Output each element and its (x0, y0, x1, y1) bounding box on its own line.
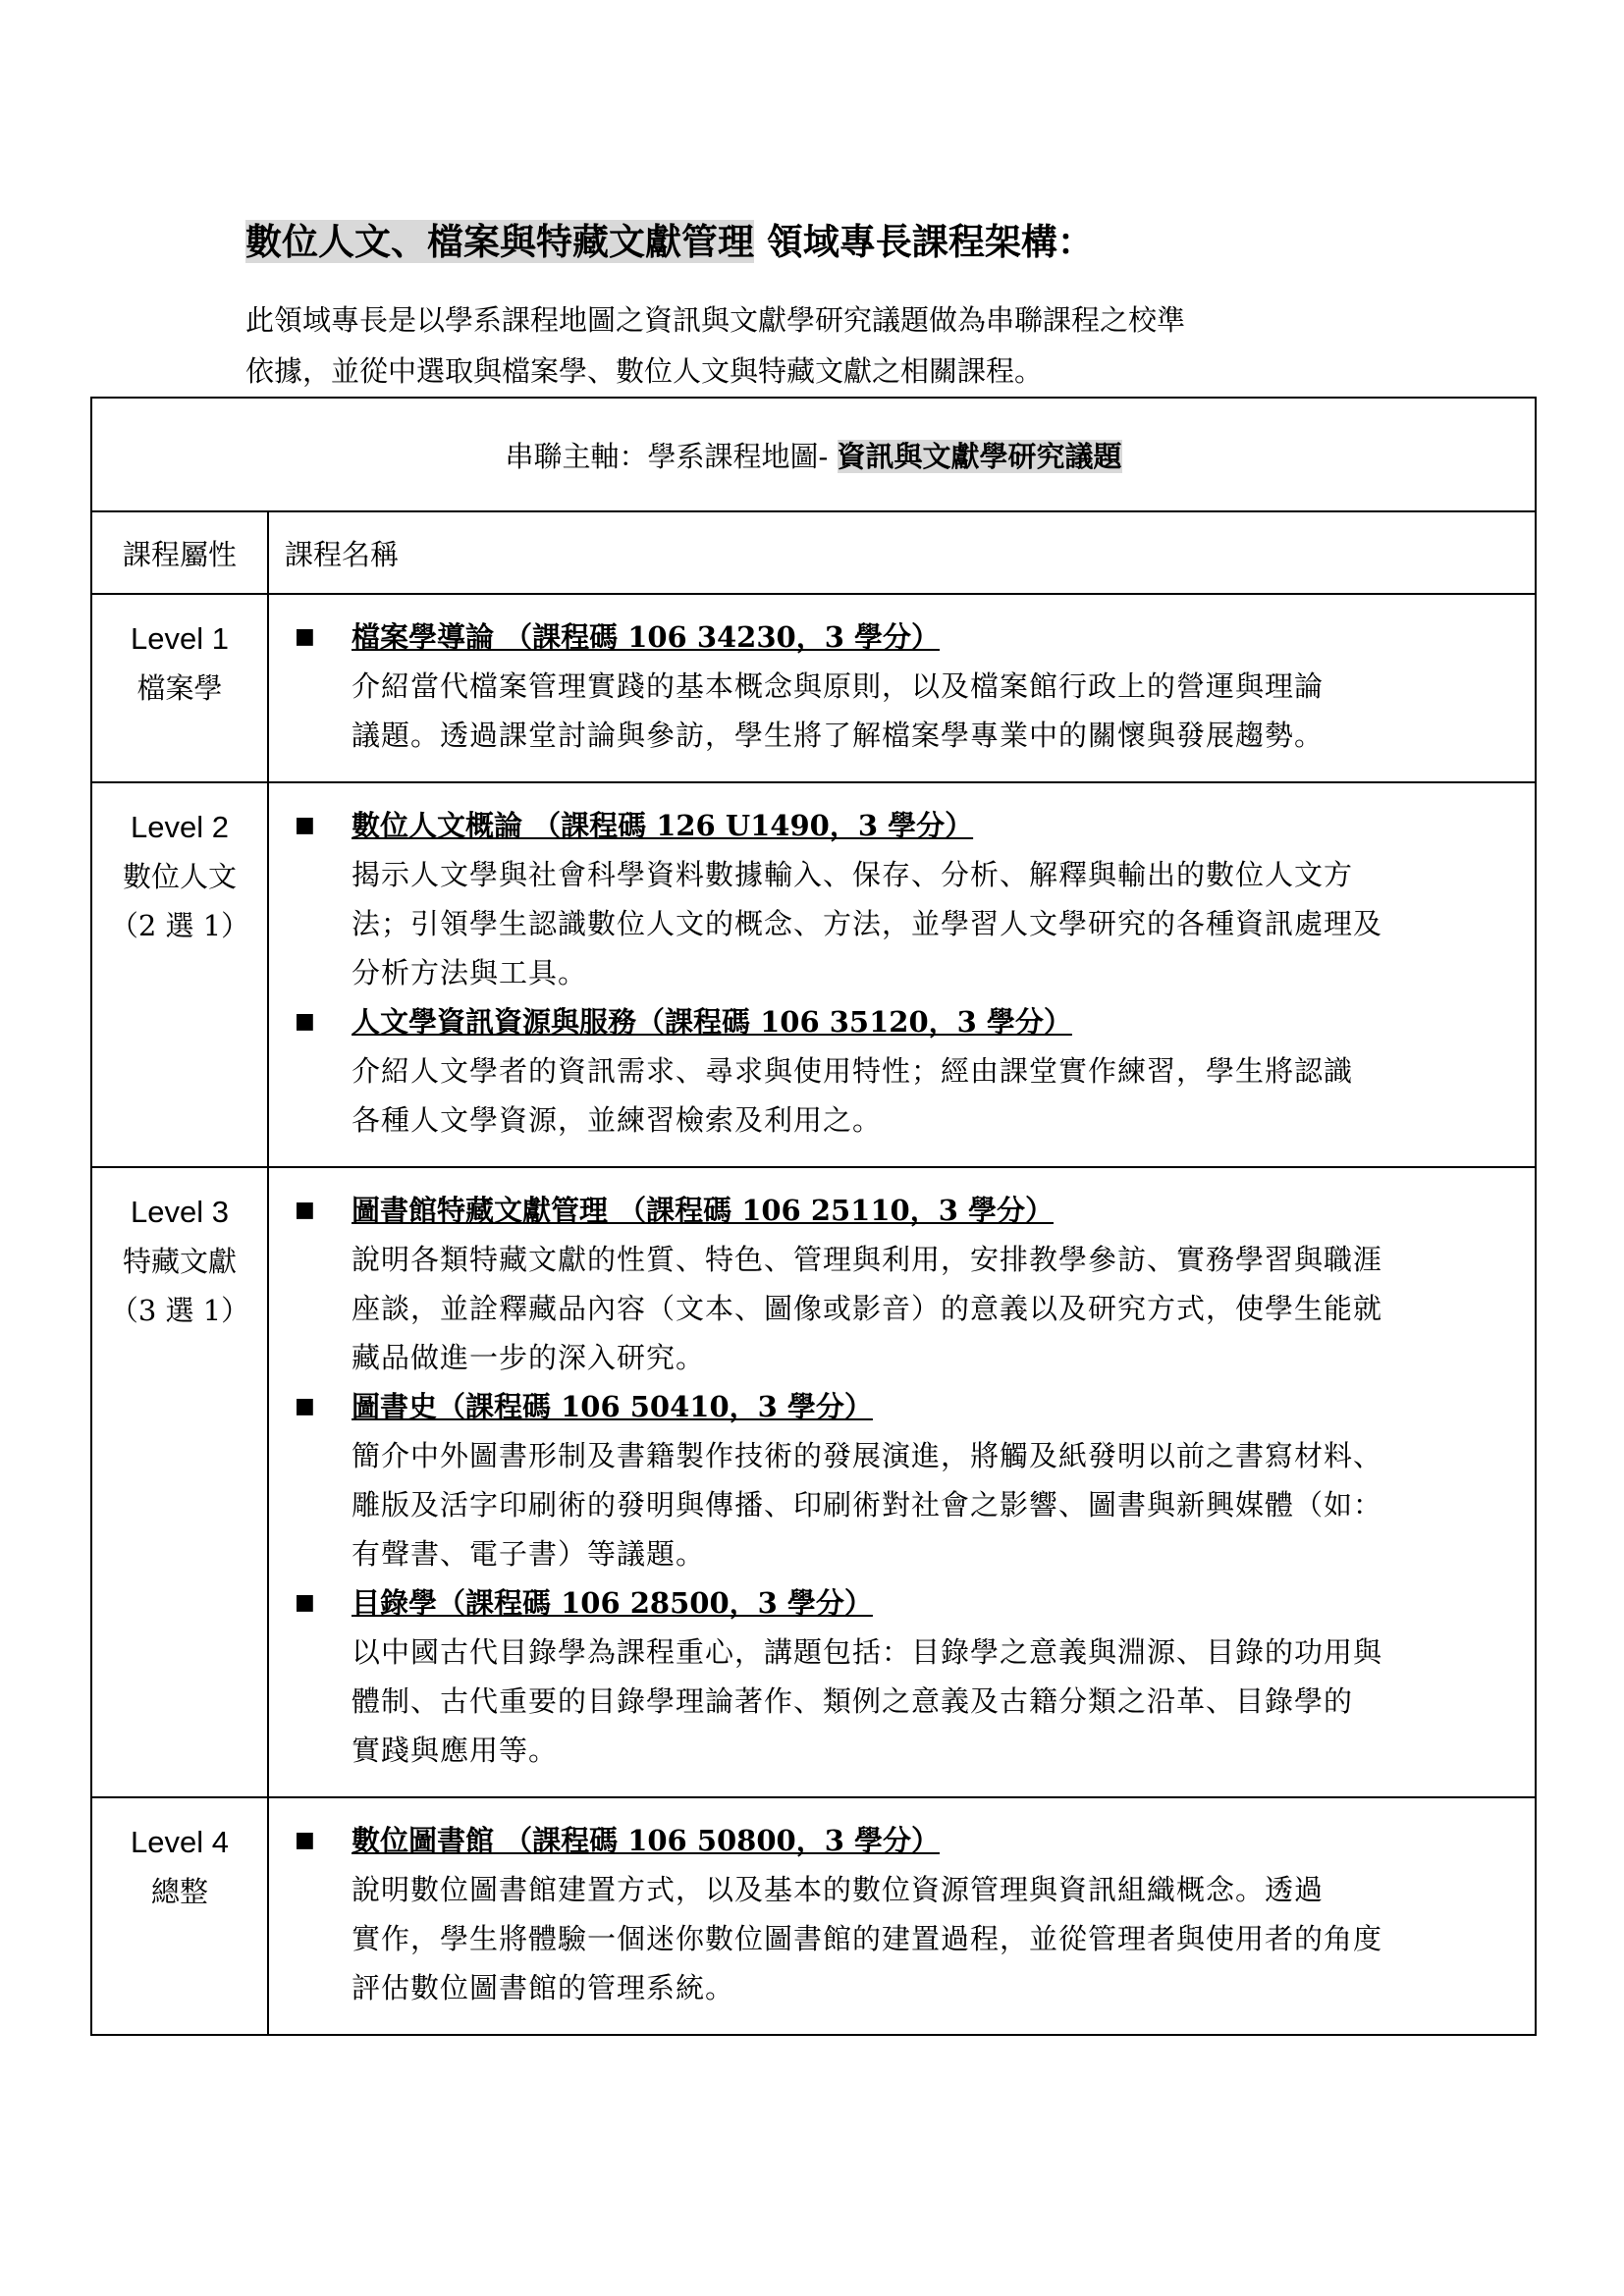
square-bullet-icon: ■ (295, 1828, 315, 1852)
course-title: 數位圖書館 （課程碼 106 50800，3 學分） (352, 1824, 940, 1857)
course-item (285, 1186, 1523, 1382)
course-description-line: 體制、古代重要的目錄學理論著作、類例之意義及古籍分類之沿革、目錄學的 (352, 1684, 1354, 1718)
level-row (91, 1167, 1536, 1797)
square-bullet-icon: ■ (295, 624, 315, 649)
intro-line: 此領域專長是以學系課程地圖之資訊與文獻學研究議題做為串聯課程之校準 (245, 303, 1186, 337)
square-bullet-icon: ■ (295, 1009, 315, 1034)
level-cell (91, 1167, 268, 1797)
course-description-line: 以中國古代目錄學為課程重心，講題包括：目錄學之意義與淵源、目錄的功用與 (352, 1635, 1383, 1669)
level-number: Level 4 (131, 1825, 229, 1859)
course-description-line: 介紹人文學者的資訊需求、尋求與使用特性；經由課堂實作練習，學生將認識 (352, 1054, 1354, 1088)
course-description (352, 1046, 1523, 1145)
courses-cell (268, 782, 1536, 1167)
square-bullet-icon: ■ (295, 1394, 315, 1418)
course-description-line: 座談，並詮釋藏品內容（文本、圖像或影音）的意義以及研究方式，使學生能就 (352, 1292, 1383, 1325)
page-title-highlight: 數位人文、檔案與特藏文獻管理 (245, 220, 754, 263)
intro-line: 依據，並從中選取與檔案學、數位人文與特藏文獻之相關課程。 (245, 354, 1044, 388)
level-choice: （3 選 1） (109, 1294, 250, 1327)
course-description (352, 1628, 1523, 1775)
level-name: 總整 (150, 1875, 208, 1908)
courses-cell (268, 594, 1536, 782)
course-description-line: 說明數位圖書館建置方式，以及基本的數位資源管理與資訊組織概念。透過 (352, 1873, 1325, 1906)
level-number: Level 1 (131, 621, 229, 656)
course-description-line: 揭示人文學與社會科學資料數據輸入、保存、分析、解釋與輸出的數位人文方 (352, 858, 1354, 891)
square-bullet-icon: ■ (295, 1198, 315, 1222)
course-description (352, 662, 1523, 760)
course-description (352, 1235, 1523, 1382)
course-description-line: 說明各類特藏文獻的性質、特色、管理與利用，安排教學參訪、實務學習與職涯 (352, 1243, 1383, 1276)
header-course-name: 課程名稱 (268, 511, 1536, 594)
level-cell (91, 782, 268, 1167)
course-description-line: 介紹當代檔案管理實踐的基本概念與原則，以及檔案館行政上的營運與理論 (352, 669, 1325, 703)
level-row (91, 594, 1536, 782)
course-description-line: 法；引領學生認識數位人文的概念、方法，並學習人文學研究的各種資訊處理及 (352, 907, 1383, 940)
courses-cell (268, 1167, 1536, 1797)
course-item (285, 997, 1523, 1145)
level-name: 數位人文 (122, 860, 237, 893)
course-description-line: 評估數位圖書館的管理系統。 (352, 1971, 735, 2004)
level-number: Level 3 (131, 1195, 229, 1229)
course-structure-table (90, 397, 1537, 2036)
course-title: 圖書史（課程碼 106 50410，3 學分） (352, 1390, 873, 1423)
course-item (285, 1382, 1523, 1578)
course-item (285, 1578, 1523, 1775)
course-title: 目錄學（課程碼 106 28500，3 學分） (352, 1586, 873, 1620)
axis-prefix: 串聯主軸：學系課程地圖- (505, 439, 838, 473)
course-title: 人文學資訊資源與服務（課程碼 106 35120，3 學分） (352, 1005, 1072, 1039)
courses-cell (268, 1797, 1536, 2035)
square-bullet-icon: ■ (295, 813, 315, 837)
axis-topic: 資訊與文獻學研究議題 (837, 439, 1122, 473)
level-row (91, 782, 1536, 1167)
course-description (352, 1865, 1523, 2012)
course-description-line: 有聲書、電子書）等議題。 (352, 1537, 706, 1571)
course-description-line: 簡介中外圖書形制及書籍製作技術的發展演進，將觸及紙發明以前之書寫材料、 (352, 1439, 1383, 1472)
header-course-attribute: 課程屬性 (91, 511, 268, 594)
course-description-line: 各種人文學資源，並練習檢索及利用之。 (352, 1103, 883, 1137)
level-row (91, 1797, 1536, 2035)
course-description-line: 實踐與應用等。 (352, 1734, 559, 1767)
level-cell (91, 594, 268, 782)
level-number: Level 2 (131, 810, 229, 844)
course-title: 檔案學導論 （課程碼 106 34230，3 學分） (352, 620, 940, 654)
page-title (245, 216, 1094, 267)
course-description-line: 議題。透過課堂討論與參訪，學生將了解檔案學專業中的關懷與發展趨勢。 (352, 719, 1325, 752)
course-item (285, 801, 1523, 997)
course-description (352, 1431, 1523, 1578)
course-item (285, 613, 1523, 760)
level-choice: （2 選 1） (109, 909, 250, 942)
page-title-rest: 領域專長課程架構： (754, 220, 1094, 263)
course-description-line: 雕版及活字印刷術的發明與傳播、印刷術對社會之影響、圖書與新興媒體（如： (352, 1488, 1383, 1522)
course-description-line: 藏品做進一步的深入研究。 (352, 1341, 706, 1374)
course-item (285, 1816, 1523, 2012)
level-name: 檔案學 (136, 671, 223, 705)
square-bullet-icon: ■ (295, 1590, 315, 1615)
axis-cell (91, 398, 1536, 511)
intro-paragraph (245, 294, 1424, 397)
axis-row (91, 398, 1536, 511)
course-description-line: 分析方法與工具。 (352, 956, 588, 989)
level-name: 特藏文獻 (122, 1245, 237, 1278)
course-description (352, 850, 1523, 997)
course-description-line: 實作，學生將體驗一個迷你數位圖書館的建置過程，並從管理者與使用者的角度 (352, 1922, 1383, 1955)
level-cell (91, 1797, 268, 2035)
header-row (91, 511, 1536, 594)
course-title: 圖書館特藏文獻管理 （課程碼 106 25110，3 學分） (352, 1194, 1054, 1227)
course-title: 數位人文概論 （課程碼 126 U1490，3 學分） (352, 809, 974, 842)
